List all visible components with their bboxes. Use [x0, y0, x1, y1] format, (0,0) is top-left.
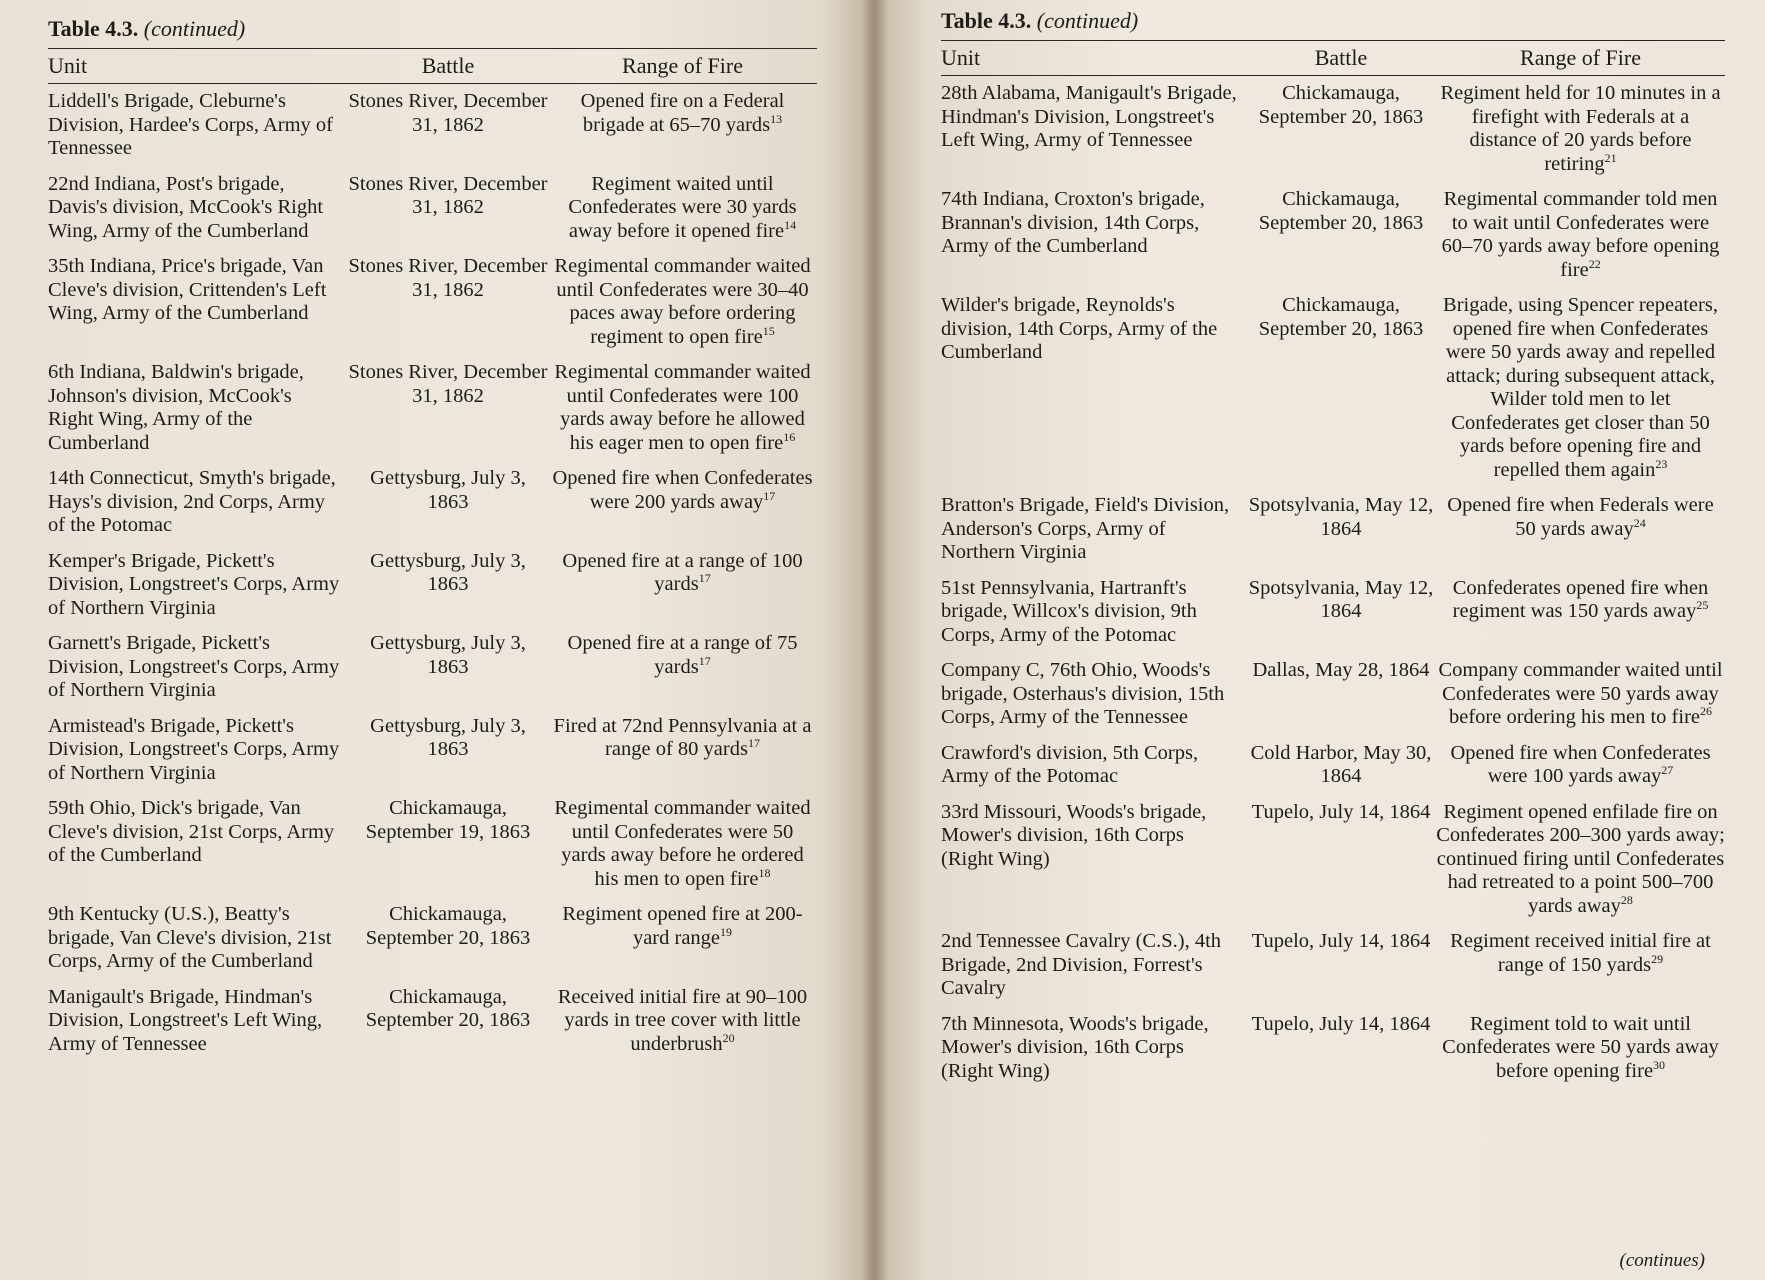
range-text: Regiment opened fire at 200-yard range [562, 903, 803, 949]
range-cell [548, 903, 817, 974]
range-cell [1436, 1013, 1725, 1084]
range-cell [548, 90, 817, 161]
table-row [48, 903, 817, 974]
table-body [941, 76, 1725, 1083]
unit-cell: 33rd Missouri, Woods's brigade, Mower's division, 16th Corps (Right Wing) [941, 800, 1207, 870]
footnote-marker: 14 [784, 217, 797, 232]
range-cell [548, 986, 817, 1057]
range-cell [548, 361, 817, 455]
range-text: Regiment waited until Confederates were 30 yards away before it opened fire [568, 172, 797, 242]
table-row [48, 986, 817, 1057]
table-row [941, 1013, 1725, 1084]
unit-cell: 14th Connecticut, Smyth's brigade, Hays's division, 2nd Corps, Army of the Potomac [48, 467, 336, 536]
table-row [941, 294, 1725, 482]
unit-cell: Kemper's Brigade, Pickett's Division, Longstreet's Corps, Army of Northern Virginia [48, 549, 340, 619]
range-cell [548, 467, 817, 538]
footnote-marker: 24 [1633, 515, 1646, 530]
battle-cell: Gettysburg, July 3, 1863 [370, 714, 526, 760]
battle-cell: Stones River, December 31, 1862 [348, 255, 548, 301]
table-continued-note: (continued) [143, 16, 246, 41]
battle-cell: Cold Harbor, May 30, 1864 [1250, 741, 1432, 787]
footnote-marker: 28 [1620, 892, 1633, 907]
table-row [941, 494, 1725, 565]
range-cell [548, 632, 817, 703]
table-row [941, 742, 1725, 789]
table-row [48, 550, 817, 621]
footnote-marker: 17 [763, 488, 776, 503]
battle-cell: Spotsylvania, May 12, 1864 [1248, 494, 1434, 540]
range-cell [548, 715, 817, 786]
footnote-marker: 17 [698, 571, 711, 586]
header-range: Range of Fire [622, 53, 743, 78]
footnote-marker: 26 [1700, 704, 1713, 719]
left-page [0, 0, 875, 1280]
unit-cell: 7th Minnesota, Woods's brigade, Mower's division, 16th Corps (Right Wing) [941, 1012, 1209, 1082]
battle-cell: Stones River, December 31, 1862 [348, 90, 548, 136]
footnote-marker: 27 [1661, 763, 1674, 778]
battle-cell: Chickamauga, September 20, 1863 [1258, 294, 1424, 340]
footnote-marker: 29 [1651, 951, 1664, 966]
battle-cell: Tupelo, July 14, 1864 [1251, 800, 1431, 823]
range-text: Brigade, using Spencer repeaters, opened fire when Confederates were 50 yards away and repelled attack; during subsequent attack, Wilder told men to let Confederates get closer than 50 yards before opening fire and repelled them again [1443, 294, 1718, 481]
footnote-marker: 18 [758, 865, 771, 880]
unit-cell: 6th Indiana, Baldwin's brigade, Johnson's division, McCook's Right Wing, Army of the Cumberland [48, 361, 304, 454]
footnote-marker: 15 [762, 323, 775, 338]
book-gutter [862, 0, 888, 1280]
range-cell [1436, 82, 1725, 176]
header-unit: Unit [941, 45, 981, 70]
footnote-marker: 13 [770, 111, 783, 126]
range-text: Regiment received initial fire at range of 150 yards [1450, 930, 1711, 976]
table-number: Table 4.3. [48, 16, 139, 41]
table-number: Table 4.3. [941, 8, 1032, 33]
table-header [48, 49, 817, 84]
footnote-marker: 16 [783, 429, 796, 444]
unit-cell: Armistead's Brigade, Pickett's Division, Longstreet's Corps, Army of Northern Virginia [48, 714, 340, 784]
unit-cell: Garnett's Brigade, Pickett's Division, Longstreet's Corps, Army of Northern Virginia [48, 632, 340, 701]
footnote-marker: 25 [1696, 598, 1709, 613]
range-text: Fired at 72nd Pennsylvania at a range of 80 yards [553, 714, 812, 760]
right-page [875, 0, 1765, 1280]
range-cell [548, 173, 817, 244]
continues-note: (continues) [1619, 1250, 1705, 1271]
unit-cell: Liddell's Brigade, Cleburne's Division, Hardee's Corps, Army of Tennessee [48, 90, 333, 159]
header-range: Range of Fire [1520, 45, 1641, 70]
range-cell [548, 550, 817, 621]
battle-cell: Stones River, December 31, 1862 [348, 172, 548, 218]
range-cell [1436, 494, 1725, 565]
table-row [48, 632, 817, 703]
range-text: Confederates opened fire when regiment was 150 yards away [1452, 576, 1709, 622]
range-text: Opened fire at a range of 100 yards [562, 549, 803, 595]
unit-cell: Crawford's division, 5th Corps, Army of the Potomac [941, 741, 1199, 787]
battle-cell: Chickamauga, September 20, 1863 [365, 985, 531, 1031]
table-row [48, 173, 817, 244]
range-text: Opened fire when Confederates were 100 yards away [1450, 741, 1711, 787]
range-text: Regimental commander told men to wait until Confederates were 60–70 yards away before opening fire [1441, 188, 1720, 281]
footnote-marker: 21 [1604, 150, 1617, 165]
header-battle: Battle [421, 53, 475, 78]
range-cell [1436, 930, 1725, 1001]
footnote-marker: 23 [1655, 456, 1668, 471]
range-text: Opened fire when Confederates were 200 yards away [552, 467, 813, 513]
table-body [48, 84, 817, 1056]
unit-cell: 28th Alabama, Manigault's Brigade, Hindman's Division, Longstreet's Left Wing, Army of Tennessee [941, 82, 1237, 151]
footnote-marker: 17 [747, 736, 760, 751]
range-cell [1436, 801, 1725, 919]
unit-cell: 9th Kentucky (U.S.), Beatty's brigade, Van Cleve's division, 21st Corps, Army of the Cumberland [48, 903, 332, 972]
footnote-marker: 17 [698, 653, 711, 668]
table-header [941, 41, 1725, 76]
range-cell [548, 255, 817, 349]
table-row [48, 255, 817, 349]
unit-cell: 35th Indiana, Price's brigade, Van Cleve's division, Crittenden's Left Wing, Army of the Cumberland [48, 255, 327, 324]
header-battle: Battle [1314, 45, 1368, 70]
table-row [941, 577, 1725, 648]
table-row [941, 188, 1725, 282]
range-text: Opened fire on a Federal brigade at 65–70 yards [580, 90, 785, 136]
footnote-marker: 19 [720, 924, 733, 939]
range-cell [1436, 659, 1725, 730]
battle-cell: Chickamauga, September 20, 1863 [1258, 188, 1424, 234]
battle-cell: Gettysburg, July 3, 1863 [370, 467, 526, 513]
footnote-marker: 22 [1588, 256, 1601, 271]
table-row [48, 467, 817, 538]
unit-cell: Bratton's Brigade, Field's Division, Anderson's Corps, Army of Northern Virginia [941, 494, 1230, 563]
range-text: Regimental commander waited until Confederates were 50 yards away before he ordered his men to open fire [554, 797, 811, 890]
range-text: Opened fire at a range of 75 yards [567, 632, 798, 678]
range-text: Opened fire when Federals were 50 yards away [1447, 494, 1714, 540]
table-row [941, 801, 1725, 919]
header-unit: Unit [48, 53, 88, 78]
range-cell [1436, 577, 1725, 648]
table-row [48, 715, 817, 786]
footnote-marker: 20 [722, 1030, 735, 1045]
table-title [48, 16, 817, 42]
unit-cell: 59th Ohio, Dick's brigade, Van Cleve's division, 21st Corps, Army of the Cumberland [48, 797, 335, 866]
unit-cell: Wilder's brigade, Reynolds's division, 14th Corps, Army of the Cumberland [941, 294, 1218, 363]
range-text: Regiment opened enfilade fire on Confederates 200–300 yards away; continued firing until Confederates had retreated to a point 500–700 yards away [1436, 800, 1725, 917]
battle-cell: Tupelo, July 14, 1864 [1251, 1012, 1431, 1035]
range-text: Regiment told to wait until Confederates were 50 yards away before opening fire [1442, 1012, 1719, 1082]
table-row [48, 797, 817, 891]
table-row [941, 930, 1725, 1001]
range-cell [1436, 742, 1725, 789]
table-continued-note: (continued) [1036, 8, 1139, 33]
unit-cell: 22nd Indiana, Post's brigade, Davis's division, McCook's Right Wing, Army of the Cumberland [48, 172, 324, 242]
unit-cell: Manigault's Brigade, Hindman's Division, Longstreet's Left Wing, Army of Tennessee [48, 985, 323, 1055]
battle-cell: Spotsylvania, May 12, 1864 [1248, 576, 1434, 622]
range-text: Regimental commander waited until Confederates were 100 yards away before he allowed his eager men to open fire [554, 361, 811, 454]
battle-cell: Chickamauga, September 20, 1863 [365, 903, 531, 949]
unit-cell: 51st Pennsylvania, Hartranft's brigade, Willcox's division, 9th Corps, Army of the Potomac [941, 576, 1197, 646]
battle-cell: Gettysburg, July 3, 1863 [370, 549, 526, 595]
range-text: Company commander waited until Confederates were 50 yards away before ordering his men to fire [1438, 659, 1723, 728]
battle-cell: Chickamauga, September 19, 1863 [365, 797, 531, 843]
battle-cell: Gettysburg, July 3, 1863 [370, 632, 526, 678]
table-row [48, 361, 817, 455]
battle-cell: Chickamauga, September 20, 1863 [1258, 82, 1424, 128]
battle-cell: Tupelo, July 14, 1864 [1251, 930, 1431, 952]
battle-cell: Dallas, May 28, 1864 [1252, 659, 1430, 681]
range-cell [548, 797, 817, 891]
range-cell [1436, 294, 1725, 482]
table-row [48, 90, 817, 161]
range-text: Regiment held for 10 minutes in a firefight with Federals at a distance of 20 yards before retiring [1440, 82, 1721, 175]
unit-cell: Company C, 76th Ohio, Woods's brigade, Osterhaus's division, 15th Corps, Army of the Tennessee [941, 659, 1225, 728]
battle-cell: Stones River, December 31, 1862 [348, 361, 548, 407]
table-title [941, 8, 1725, 34]
unit-cell: 2nd Tennessee Cavalry (C.S.), 4th Brigade, 2nd Division, Forrest's Cavalry [941, 930, 1222, 999]
table-row [941, 659, 1725, 730]
footnote-marker: 30 [1653, 1057, 1666, 1072]
range-text: Regimental commander waited until Confederates were 30–40 paces away before ordering regiment to open fire [554, 255, 811, 348]
range-text: Received initial fire at 90–100 yards in tree cover with little underbrush [557, 985, 808, 1055]
unit-cell: 74th Indiana, Croxton's brigade, Brannan's division, 14th Corps, Army of the Cumberland [941, 188, 1205, 257]
range-cell [1436, 188, 1725, 282]
table-row [941, 82, 1725, 176]
